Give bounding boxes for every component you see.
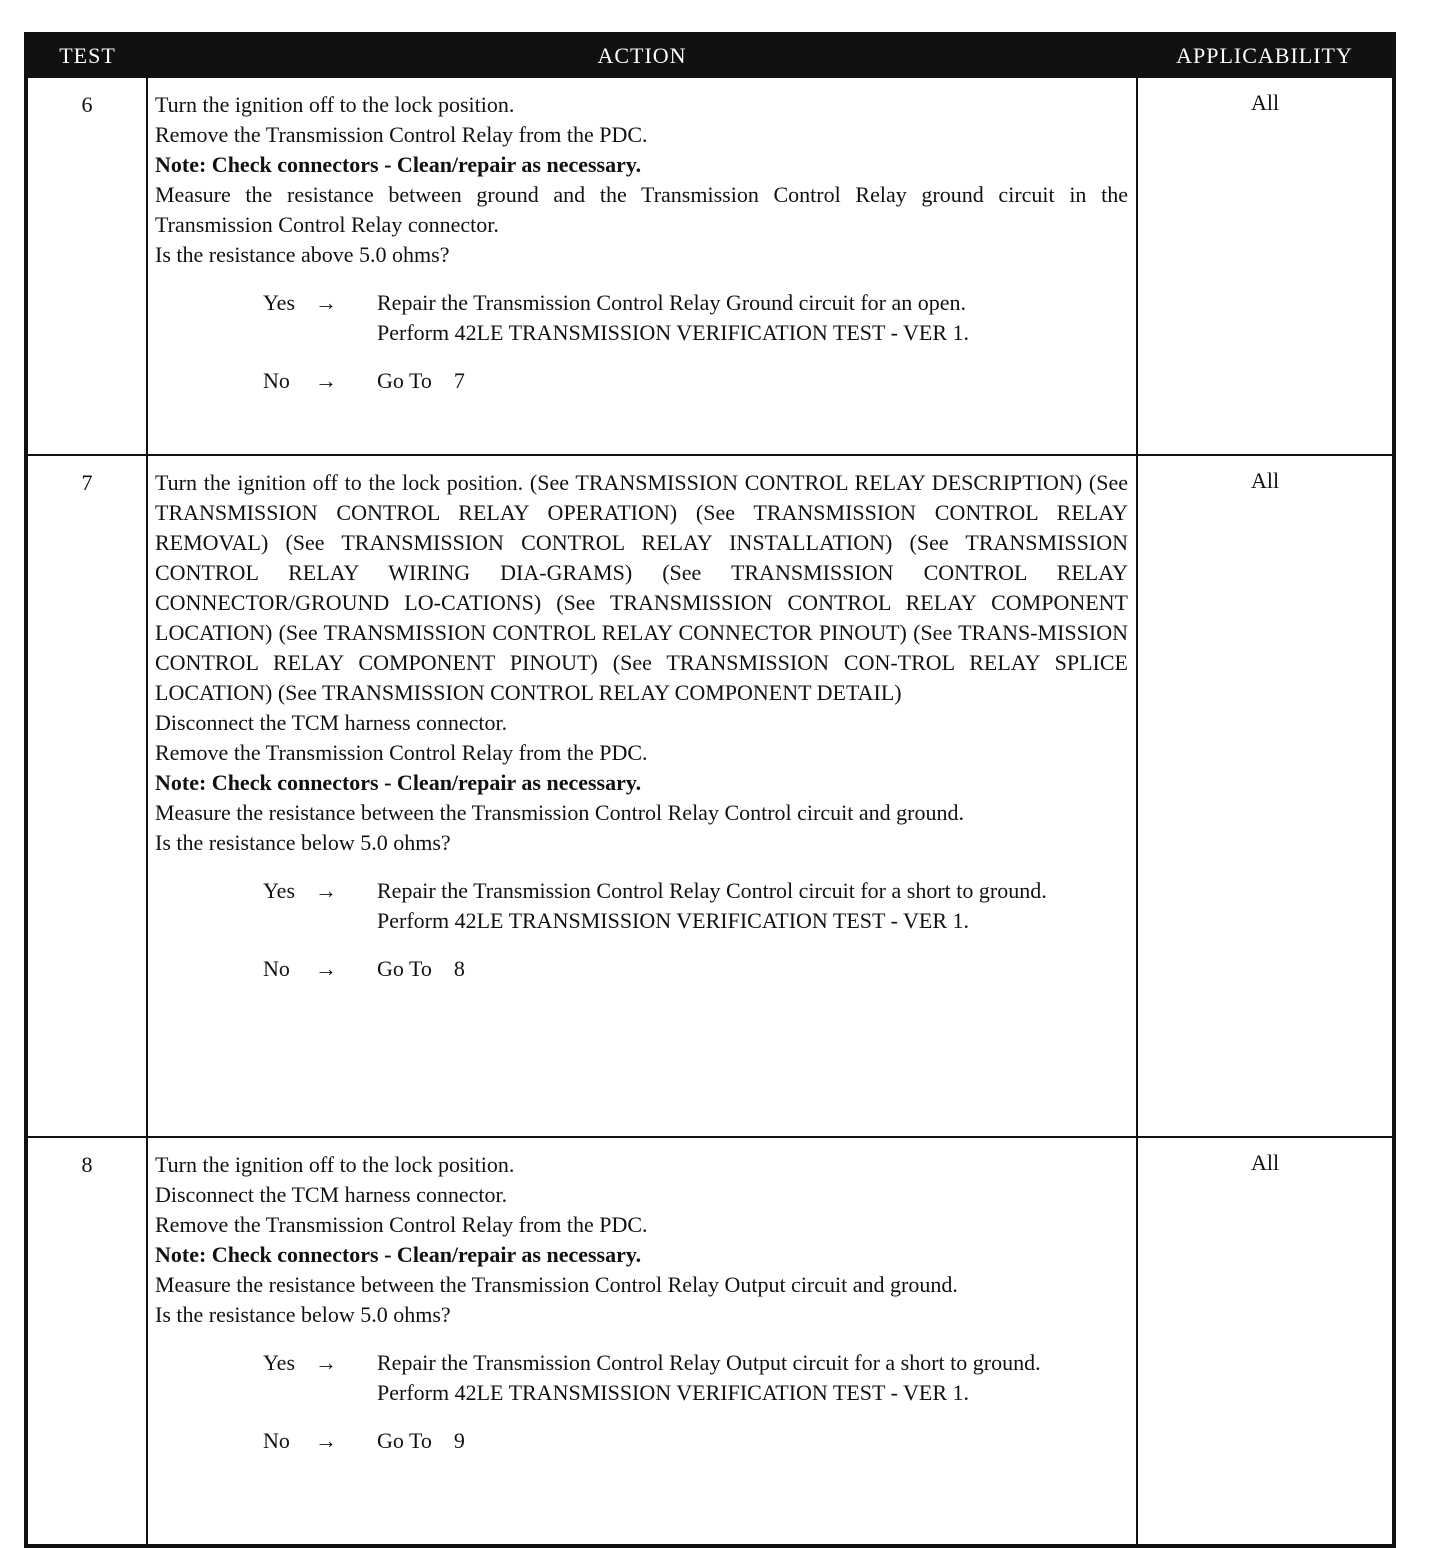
no-outcome xyxy=(263,954,1128,984)
header-test: TEST xyxy=(26,34,147,77)
applicability-cell: All xyxy=(1137,1137,1394,1546)
table-header-row xyxy=(26,34,1394,77)
yes-label: Yes xyxy=(263,290,296,315)
table-row xyxy=(26,455,1394,1137)
step-text: Disconnect the TCM harness connector. xyxy=(155,710,508,735)
yes-repair-text: Repair the Transmission Control Relay Ground circuit for an open. xyxy=(377,290,967,315)
step-text: Turn the ignition off to the lock position. xyxy=(155,1152,515,1177)
step-text: Remove the Transmission Control Relay from the PDC. xyxy=(155,122,648,147)
no-label: No xyxy=(263,368,290,393)
no-label: No xyxy=(263,1428,290,1453)
arrow-right-icon: → xyxy=(315,290,337,315)
table-row xyxy=(26,1137,1394,1546)
no-label: No xyxy=(263,956,290,981)
step-text: Measure the resistance between the Transmission Control Relay Control circuit and ground. xyxy=(155,800,964,825)
goto-text: Go To xyxy=(377,956,432,981)
step-text: Measure the resistance between the Transmission Control Relay Output circuit and ground. xyxy=(155,1272,958,1297)
step-text: Measure the resistance between ground and the Transmission Control Relay ground circuit in the Transmission Control Relay connector. xyxy=(155,182,1128,237)
yes-repair-text: Repair the Transmission Control Relay Control circuit for a short to ground. xyxy=(377,878,1047,903)
goto-text: Go To xyxy=(377,368,432,393)
arrow-right-icon: → xyxy=(315,1428,337,1453)
no-outcome xyxy=(263,366,1128,396)
note-text: Note: Check connectors - Clean/repair as necessary. xyxy=(155,1242,642,1267)
step-text: Turn the ignition off to the lock position. xyxy=(155,92,515,117)
yes-outcome xyxy=(263,876,1128,936)
yes-label: Yes xyxy=(263,878,296,903)
step-text: Remove the Transmission Control Relay from the PDC. xyxy=(155,1212,648,1237)
yes-verify-text: Perform 42LE TRANSMISSION VERIFICATION TEST - VER 1. xyxy=(377,1380,969,1405)
note-text: Note: Check connectors - Clean/repair as necessary. xyxy=(155,770,642,795)
yes-verify-text: Perform 42LE TRANSMISSION VERIFICATION TEST - VER 1. xyxy=(377,320,969,345)
yes-verify-text: Perform 42LE TRANSMISSION VERIFICATION TEST - VER 1. xyxy=(377,908,969,933)
yes-outcome xyxy=(263,288,1128,348)
arrow-right-icon: → xyxy=(315,878,337,903)
question-text: Is the resistance below 5.0 ohms? xyxy=(155,830,451,855)
no-outcome xyxy=(263,1426,1128,1456)
action-cell xyxy=(147,77,1137,455)
test-number: 7 xyxy=(26,455,147,1137)
table-row xyxy=(26,77,1394,455)
goto-target[interactable]: 7 xyxy=(453,368,465,393)
step-text: Remove the Transmission Control Relay from the PDC. xyxy=(155,740,648,765)
arrow-right-icon: → xyxy=(315,1350,337,1375)
test-number: 6 xyxy=(26,77,147,455)
goto-target[interactable]: 8 xyxy=(453,956,465,981)
header-action: ACTION xyxy=(147,34,1137,77)
header-applicability: APPLICABILITY xyxy=(1137,34,1394,77)
arrow-right-icon: → xyxy=(315,368,337,393)
note-text: Note: Check connectors - Clean/repair as necessary. xyxy=(155,152,642,177)
action-cell xyxy=(147,455,1137,1137)
yes-outcome xyxy=(263,1348,1128,1408)
question-text: Is the resistance below 5.0 ohms? xyxy=(155,1302,451,1327)
applicability-cell: All xyxy=(1137,77,1394,455)
test-number: 8 xyxy=(26,1137,147,1546)
goto-target[interactable]: 9 xyxy=(453,1428,465,1453)
diagnostic-test-table xyxy=(24,32,1396,1548)
question-text: Is the resistance above 5.0 ohms? xyxy=(155,242,450,267)
yes-repair-text: Repair the Transmission Control Relay Output circuit for a short to ground. xyxy=(377,1350,1041,1375)
yes-label: Yes xyxy=(263,1350,296,1375)
step-text: Disconnect the TCM harness connector. xyxy=(155,1182,508,1207)
arrow-right-icon: → xyxy=(315,956,337,981)
action-cell xyxy=(147,1137,1137,1546)
step-text: Turn the ignition off to the lock position. (See TRANSMISSION CONTROL RELAY DESCRIPTION) (See TRANSMISSION CONTROL RELAY OPERATION) (See TRANSMISSION CONTROL RELAY REMOVAL) (See TRANSMISSION CONTROL RELAY INSTALLATION) (See TRANSMISSION CONTROL RELAY WIRING DIA-GRAMS) (See TRANSMISSION CONTROL RELAY CONNECTOR/GROUND LO-CATIONS) (See TRANSMISSION CONTROL RELAY COMPONENT LOCATION) (See TRANSMISSION CONTROL RELAY CONNECTOR PINOUT) (See TRANS-MISSION CONTROL RELAY COMPONENT PINOUT) (See TRANSMISSION CON-TROL RELAY SPLICE LOCATION) (See TRANSMISSION CONTROL RELAY COMPONENT DETAIL) xyxy=(155,470,1128,705)
goto-text: Go To xyxy=(377,1428,432,1453)
applicability-cell: All xyxy=(1137,455,1394,1137)
